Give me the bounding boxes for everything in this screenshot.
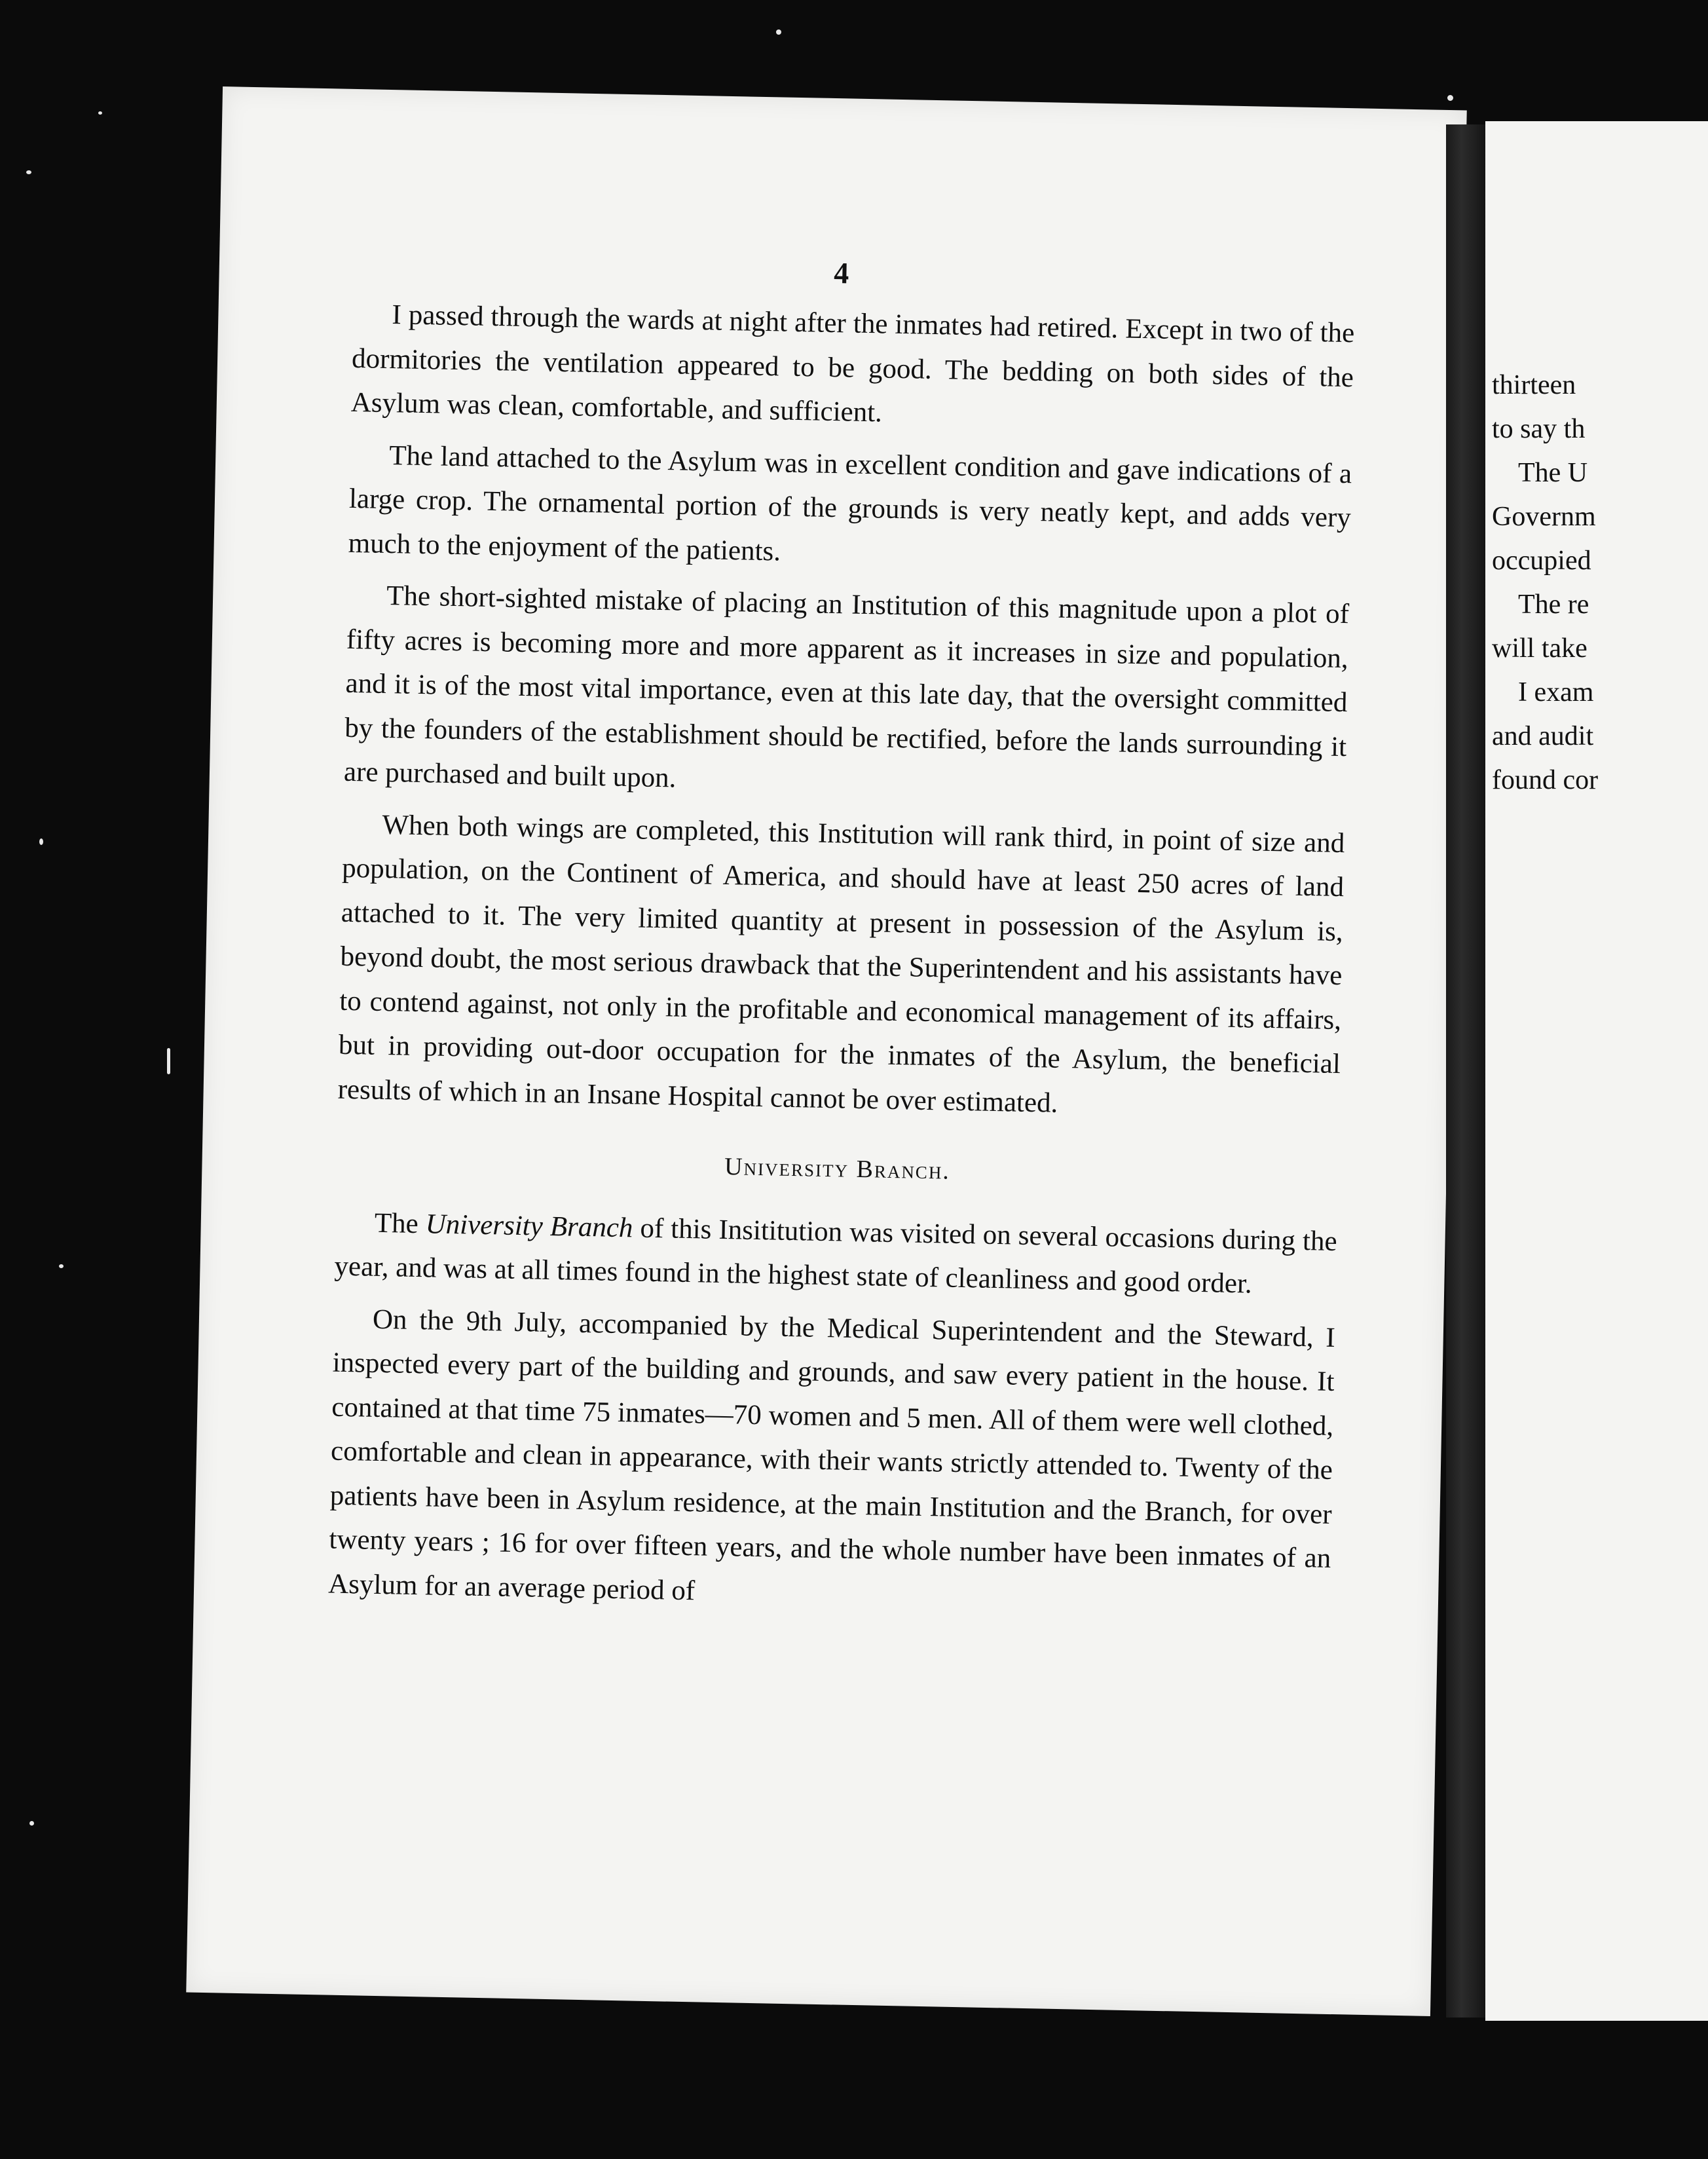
page-body <box>327 292 1354 1633</box>
section-heading: University Branch. <box>724 1153 951 1185</box>
text-line: and audit <box>1492 721 1594 751</box>
left-page <box>186 86 1467 2016</box>
paragraph: When both wings are completed, this Institution will rank third, in point of size and population, on the Continent of America, and should have at least 250 acres of land attached to it. The very limited quantity at present in possession of the Asylum is, beyond doubt, the most serious drawback that the Superintendent and his assistants have to contend against, not only in the profitable and economical management of its affairs, but in providing out-door occupation for the inmates of the Asylum, the beneficial results of which in an Insane Hospital cannot be over estimated. <box>337 809 1345 1119</box>
dust-speck <box>59 1264 64 1268</box>
text-line: will take <box>1492 633 1587 664</box>
paragraph: On the 9th July, accompanied by the Medical Superintendent and the Steward, I inspected every part of the building and grounds, and saw every patient in the house. It contained at that time 75 inmates—70 women and 5 men. All of them were well clothed, comfortable and clean in appearance, with their wants strictly attended to. Twenty of the patients have been in Asylum residence, at the main Institution and the Branch, for over twenty years ; 16 for over fifteen years, and the whole number have been inmates of an Asylum for an average period of <box>327 1304 1336 1606</box>
page-number: 4 <box>833 256 849 290</box>
paragraph: The land attached to the Asylum was in excellent condition and gave indications of a large crop. The ornamental portion of the grounds is very neatly kept, and adds very much to the enjoyment of the patients. <box>348 440 1352 567</box>
dust-speck <box>98 111 102 115</box>
paragraph: The short-sighted mistake of placing an Institution of this magnitude upon a plot of fifty acres is becoming more and more apparent as it increases in size and population, and it is of the most vital importance, even at this late day, that the oversight committed by the founders of the establishment should be rectified, before the lands surrounding it are purchased and built upon. <box>343 580 1350 794</box>
dust-speck <box>29 1821 34 1826</box>
text-line: thirteen <box>1492 370 1576 400</box>
book-binding <box>1446 124 1485 2018</box>
dust-speck <box>167 1048 170 1074</box>
text-line: Governm <box>1492 502 1596 532</box>
text-line: The U <box>1518 458 1588 488</box>
right-page-text <box>1485 364 1598 802</box>
dust-speck <box>776 29 781 35</box>
right-page <box>1485 121 1708 2021</box>
italic-term: University Branch <box>425 1208 633 1243</box>
dust-speck <box>1447 95 1453 101</box>
paragraph: I passed through the wards at night after the inmates had retired. Except in two of the dormitories the ventilation appeared to be good. The bedding on both sides of the Asylum was clean, comfortable, and sufficient. <box>350 299 1355 428</box>
dust-speck <box>39 838 43 845</box>
text-line: found cor <box>1492 765 1599 795</box>
text-line: occupied <box>1492 546 1591 576</box>
paragraph-lead: The <box>374 1207 426 1239</box>
text-line: The re <box>1518 590 1589 620</box>
text-line: I exam <box>1518 677 1594 707</box>
paragraph <box>334 1200 1337 1307</box>
paragraph-rest: of this Insititution was visited on several occasions during the year, and was at all times found in the highest state of cleanliness and good order. <box>334 1212 1338 1300</box>
dust-speck <box>26 170 31 174</box>
text-line: to say th <box>1492 414 1586 444</box>
